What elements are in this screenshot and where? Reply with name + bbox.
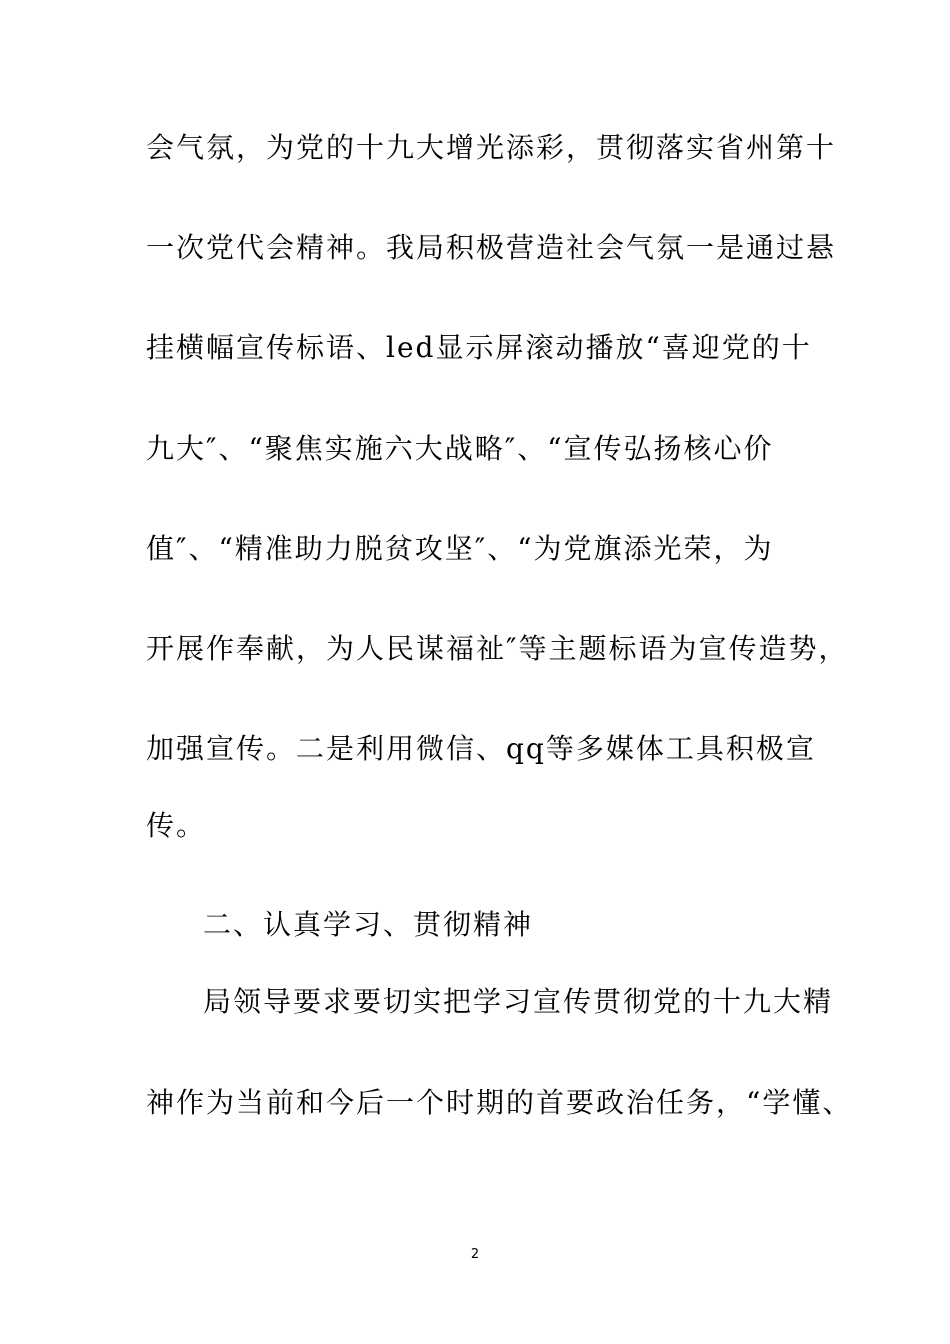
section-heading: 二、认真学习、贯彻精神 [203, 908, 534, 941]
body-text-line: 挂横幅宣传标语、led显示屏滚动播放“喜迎党的十 [146, 331, 812, 364]
body-text-line: 传。 [146, 809, 207, 842]
body-text-line: 开展作奉献，为人民谋福祉″等主题标语为宣传造势， [146, 632, 849, 665]
paragraph-first-line: 局领导要求要切实把学习宣传贯彻党的十九大精 [203, 985, 834, 1018]
body-text-line: 九大″、“聚焦实施六大战略″、“宣传弘扬核心价 [146, 432, 774, 465]
body-text-line: 神作为当前和今后一个时期的首要政治任务，“学懂、 [146, 1086, 853, 1119]
body-text-line: 加强宣传。二是利用微信、qq等多媒体工具积极宣 [146, 732, 816, 765]
page-number: 2 [470, 1247, 480, 1262]
body-text-line: 一次党代会精神。我局积极营造社会气氛一是通过悬 [146, 231, 837, 264]
body-text-line: 值″、“精准助力脱贫攻坚″、“为党旗添光荣，为 [146, 532, 774, 565]
body-text-line: 会气氛，为党的十九大增光添彩，贯彻落实省州第十 [146, 131, 837, 164]
